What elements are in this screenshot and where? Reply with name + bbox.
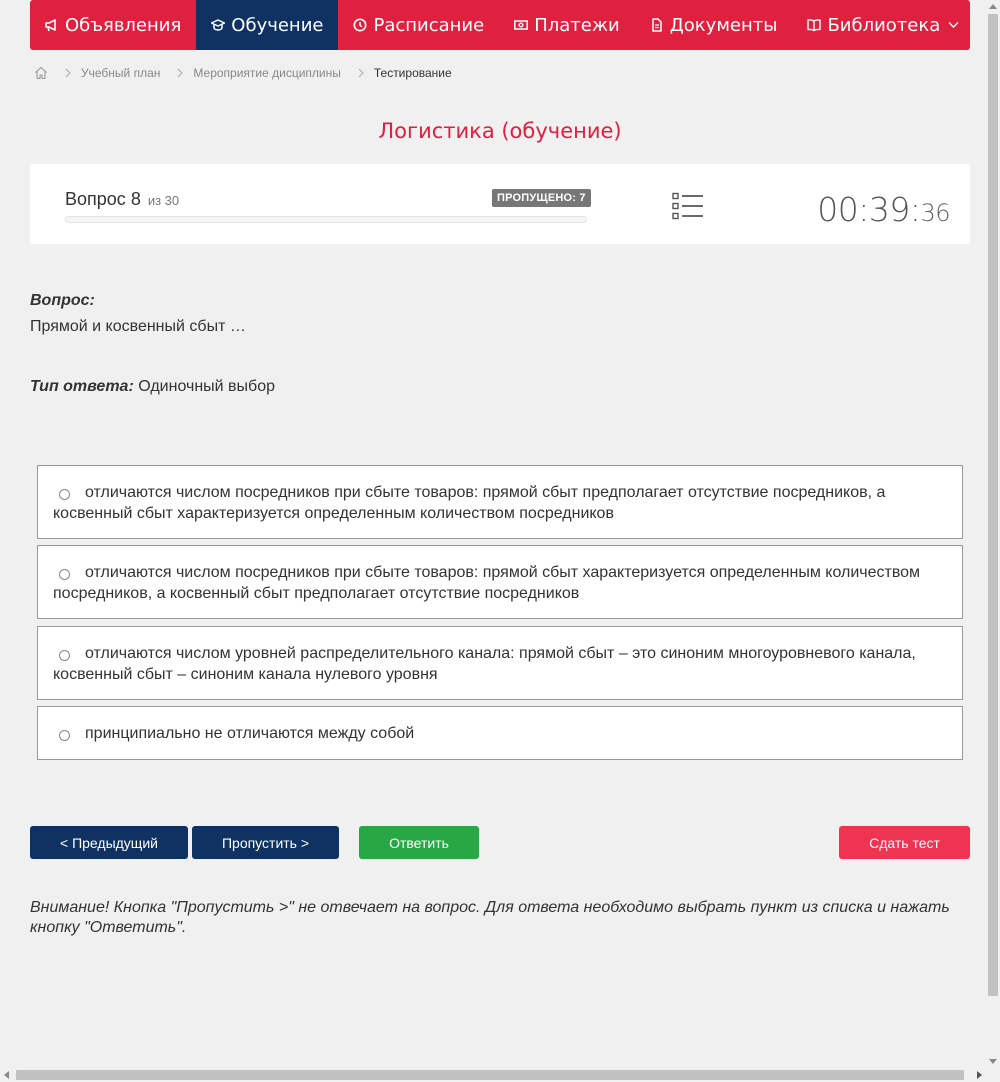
home-icon[interactable] xyxy=(34,66,48,80)
answer-button[interactable]: Ответить xyxy=(359,826,479,859)
answer-radio[interactable] xyxy=(59,569,70,580)
answer-option-text: принципиально не отличаются между собой xyxy=(85,725,415,742)
skip-warning-note: Внимание! Кнопка "Пропустить >" не отвечает на вопрос. Для ответа необходимо выбрать пункт из списка и нажать кнопку "Ответить". xyxy=(30,899,950,936)
nav-item-announcements[interactable] xyxy=(30,0,196,50)
answer-option-1[interactable] xyxy=(37,465,963,539)
answer-radio[interactable] xyxy=(59,650,70,661)
breadcrumb xyxy=(30,50,970,96)
answer-option-text: отличаются числом уровней распределительного канала: прямой сбыт – это синоним многоуровневого канала, косвенный сбыт – синоним канала нулевого уровня xyxy=(53,645,916,683)
breadcrumb-item-discipline-event[interactable]: Мероприятие дисциплины xyxy=(193,66,341,80)
question-total: из 30 xyxy=(147,193,180,208)
previous-button[interactable]: < Предыдущий xyxy=(30,826,188,859)
skipped-badge: ПРОПУЩЕНО: 7 xyxy=(492,189,591,207)
answer-option-3[interactable] xyxy=(37,626,963,700)
nav-item-label: Объявления xyxy=(65,14,182,36)
document-icon xyxy=(650,18,664,32)
answer-radio[interactable] xyxy=(59,730,70,741)
nav-item-learning[interactable] xyxy=(196,0,338,50)
money-icon xyxy=(514,18,528,32)
answer-option-2[interactable] xyxy=(37,545,963,619)
chevron-down-icon xyxy=(948,21,959,29)
answer-type-row xyxy=(30,378,275,396)
question-text: Прямой и косвенный сбыт … xyxy=(30,318,246,335)
answer-option-text: отличаются числом посредников при сбыте товаров: прямой сбыт характеризуется определенным количеством посредников, а косвенный сбыт предполагает отсутствие посредников xyxy=(53,564,921,602)
page-content xyxy=(30,0,970,936)
nav-item-label: Документы xyxy=(669,14,778,36)
scroll-right-arrow-icon[interactable] xyxy=(977,1071,982,1079)
scroll-up-arrow-icon[interactable] xyxy=(989,4,997,9)
chevron-right-icon xyxy=(357,68,365,78)
answer-radio[interactable] xyxy=(59,489,70,500)
clock-icon xyxy=(353,18,367,32)
question-label: Вопрос: xyxy=(30,292,95,309)
answer-option-text: отличаются числом посредников при сбыте товаров: прямой сбыт предполагает отсутствие посредников, а косвенный сбыт характеризуется определенным количеством посредников xyxy=(53,484,886,522)
nav-item-label: Расписание xyxy=(373,14,485,36)
breadcrumb-item-curriculum[interactable]: Учебный план xyxy=(81,66,161,80)
chevron-right-icon xyxy=(176,68,184,78)
breadcrumb-item-testing: Тестирование xyxy=(373,66,452,80)
horizontal-scrollbar[interactable] xyxy=(0,1068,1000,1082)
horizontal-scroll-thumb[interactable] xyxy=(16,1070,964,1080)
nav-item-label: Платежи xyxy=(534,14,620,36)
nav-item-documents[interactable] xyxy=(635,0,793,50)
vertical-scrollbar[interactable] xyxy=(986,0,1000,1068)
timer-main: 00:39: xyxy=(817,190,921,229)
vertical-scroll-thumb[interactable] xyxy=(988,14,998,996)
question-number: 8 xyxy=(130,189,141,209)
test-status-panel xyxy=(30,164,970,244)
nav-item-payments[interactable] xyxy=(499,0,635,50)
question-word: Вопрос xyxy=(65,189,126,209)
scroll-left-arrow-icon[interactable] xyxy=(4,1071,9,1079)
progress-bar xyxy=(65,216,587,223)
answer-option-4[interactable] xyxy=(37,706,963,760)
main-nav xyxy=(30,0,970,50)
page-title: Логистика (обучение) xyxy=(378,119,622,143)
graduation-cap-icon xyxy=(211,18,225,32)
megaphone-icon xyxy=(45,18,59,32)
nav-item-library[interactable] xyxy=(792,0,974,50)
nav-item-label: Обучение xyxy=(231,14,324,36)
book-icon xyxy=(807,18,821,32)
scroll-down-arrow-icon[interactable] xyxy=(989,1059,997,1064)
answer-type-value: Одиночный выбор xyxy=(138,378,275,395)
chevron-right-icon xyxy=(64,68,72,78)
question-list-icon[interactable] xyxy=(672,192,704,220)
timer-seconds: 36 xyxy=(920,199,950,227)
question-counter xyxy=(65,189,179,210)
finish-test-button[interactable]: Сдать тест xyxy=(839,826,970,859)
answer-type-label: Тип ответа: xyxy=(30,378,134,395)
countdown-timer xyxy=(817,190,950,229)
skip-button[interactable]: Пропустить > xyxy=(192,826,339,859)
nav-item-schedule[interactable] xyxy=(338,0,499,50)
nav-item-label: Библиотека xyxy=(827,14,941,36)
